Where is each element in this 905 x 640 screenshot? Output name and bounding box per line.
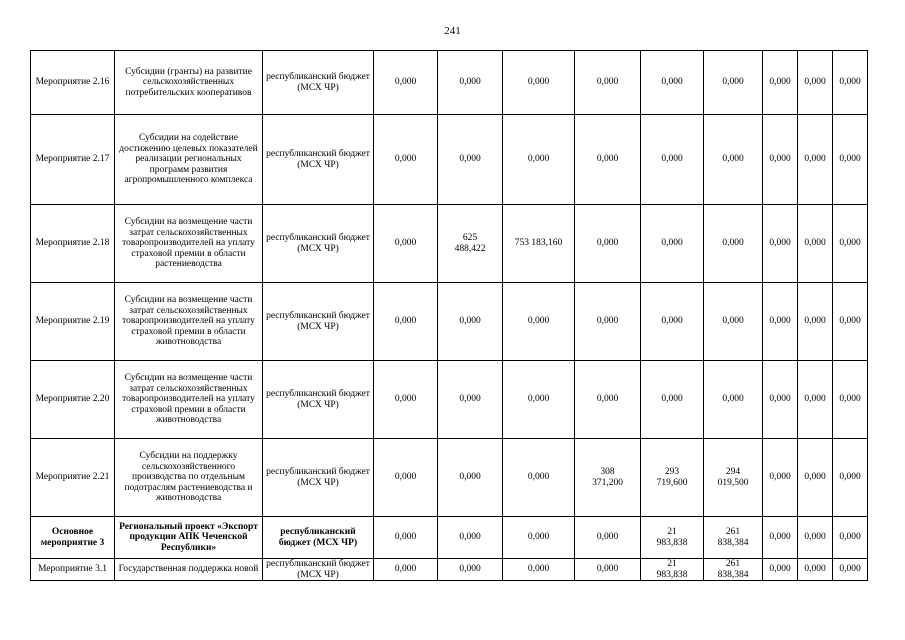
row-value: 0,000 <box>438 559 503 581</box>
row-code: Мероприятие 2.19 <box>31 283 115 361</box>
row-name: Государственная поддержка новой <box>115 559 263 581</box>
row-name: Субсидии на поддержку сельскохозяйственного производства по отдельным подотраслям растениеводства и животноводства <box>115 439 263 517</box>
row-value: 0,000 <box>503 51 575 115</box>
row-value: 0,000 <box>763 559 798 581</box>
row-value: 21 983,838 <box>641 517 704 559</box>
row-source: республиканский бюджет (МСХ ЧР) <box>263 361 374 439</box>
table-row <box>31 439 868 517</box>
row-source: республиканский бюджет (МСХ ЧР) <box>263 517 374 559</box>
row-code: Мероприятие 2.21 <box>31 439 115 517</box>
row-code: Мероприятие 2.16 <box>31 51 115 115</box>
page-number: 241 <box>444 25 461 37</box>
row-value: 261 838,384 <box>704 517 763 559</box>
row-value: 0,000 <box>438 115 503 205</box>
row-source: республиканский бюджет (МСХ ЧР) <box>263 559 374 581</box>
row-value: 0,000 <box>704 51 763 115</box>
row-name: Субсидии на возмещение части затрат сельскохозяйственных товаропроизводителей на уплату страховой премии в области животноводства <box>115 361 263 439</box>
row-value: 0,000 <box>798 115 833 205</box>
row-value: 0,000 <box>575 205 641 283</box>
row-value: 0,000 <box>704 205 763 283</box>
row-value: 0,000 <box>575 51 641 115</box>
row-value: 625 488,422 <box>438 205 503 283</box>
row-value: 0,000 <box>503 439 575 517</box>
row-source: республиканский бюджет (МСХ ЧР) <box>263 439 374 517</box>
row-value: 753 183,160 <box>503 205 575 283</box>
row-value: 0,000 <box>833 439 868 517</box>
row-code: Мероприятие 2.17 <box>31 115 115 205</box>
row-name: Субсидии на содействие достижению целевых показателей реализации региональных программ развития агропромышленного комплекса <box>115 115 263 205</box>
row-value: 0,000 <box>641 51 704 115</box>
row-value: 0,000 <box>763 439 798 517</box>
row-value: 0,000 <box>798 559 833 581</box>
row-value: 0,000 <box>374 283 438 361</box>
row-value: 0,000 <box>833 559 868 581</box>
row-value: 0,000 <box>374 559 438 581</box>
row-code: Мероприятие 3.1 <box>31 559 115 581</box>
row-value: 0,000 <box>503 517 575 559</box>
row-value: 0,000 <box>763 361 798 439</box>
table-row <box>31 559 868 581</box>
row-value: 0,000 <box>503 361 575 439</box>
row-value: 0,000 <box>763 517 798 559</box>
row-value: 0,000 <box>575 361 641 439</box>
row-value: 0,000 <box>438 51 503 115</box>
row-code: Мероприятие 2.18 <box>31 205 115 283</box>
row-value: 0,000 <box>641 283 704 361</box>
row-value: 0,000 <box>641 361 704 439</box>
row-value: 0,000 <box>763 283 798 361</box>
row-value: 0,000 <box>798 439 833 517</box>
row-name: Субсидии (гранты) на развитие сельскохозяйственных потребительских кооперативов <box>115 51 263 115</box>
row-value: 0,000 <box>763 51 798 115</box>
row-value: 0,000 <box>374 439 438 517</box>
row-value: 0,000 <box>833 361 868 439</box>
row-value: 0,000 <box>798 283 833 361</box>
row-value: 294 019,500 <box>704 439 763 517</box>
row-value: 0,000 <box>575 115 641 205</box>
table-row <box>31 205 868 283</box>
row-value: 0,000 <box>503 559 575 581</box>
row-value: 0,000 <box>704 115 763 205</box>
row-value: 0,000 <box>798 361 833 439</box>
row-value: 0,000 <box>833 115 868 205</box>
row-value: 0,000 <box>503 115 575 205</box>
table-row <box>31 51 868 115</box>
row-value: 0,000 <box>503 283 575 361</box>
row-source: республиканский бюджет (МСХ ЧР) <box>263 115 374 205</box>
row-value: 21 983,838 <box>641 559 704 581</box>
row-value: 0,000 <box>374 51 438 115</box>
row-name: Субсидии на возмещение части затрат сельскохозяйственных товаропроизводителей на уплату страховой премии в области растениеводства <box>115 205 263 283</box>
row-value: 0,000 <box>833 51 868 115</box>
row-value: 0,000 <box>798 517 833 559</box>
row-source: республиканский бюджет (МСХ ЧР) <box>263 51 374 115</box>
row-value: 0,000 <box>575 559 641 581</box>
table-row <box>31 115 868 205</box>
row-code: Мероприятие 2.20 <box>31 361 115 439</box>
row-value: 0,000 <box>575 517 641 559</box>
row-name: Субсидии на возмещение части затрат сельскохозяйственных товаропроизводителей на уплату страховой премии в области животноводства <box>115 283 263 361</box>
row-value: 0,000 <box>798 51 833 115</box>
row-value: 0,000 <box>575 283 641 361</box>
row-value: 0,000 <box>438 439 503 517</box>
row-value: 0,000 <box>438 517 503 559</box>
row-value: 0,000 <box>798 205 833 283</box>
row-value: 0,000 <box>374 517 438 559</box>
row-value: 0,000 <box>833 517 868 559</box>
row-value: 0,000 <box>704 283 763 361</box>
row-value: 0,000 <box>763 205 798 283</box>
row-value: 0,000 <box>704 361 763 439</box>
row-value: 0,000 <box>641 205 704 283</box>
row-value: 0,000 <box>833 283 868 361</box>
row-source: республиканский бюджет (МСХ ЧР) <box>263 283 374 361</box>
row-value: 0,000 <box>641 115 704 205</box>
row-value: 308 371,200 <box>575 439 641 517</box>
row-value: 0,000 <box>374 115 438 205</box>
row-value: 293 719,600 <box>641 439 704 517</box>
row-source: республиканский бюджет (МСХ ЧР) <box>263 205 374 283</box>
row-value: 0,000 <box>763 115 798 205</box>
row-value: 0,000 <box>438 283 503 361</box>
table-row <box>31 517 868 559</box>
row-value: 0,000 <box>374 361 438 439</box>
row-value: 0,000 <box>438 361 503 439</box>
row-value: 261 838,384 <box>704 559 763 581</box>
table-row <box>31 283 868 361</box>
row-value: 0,000 <box>833 205 868 283</box>
budget-table <box>30 50 868 581</box>
table-row <box>31 361 868 439</box>
row-code: Основное мероприятие 3 <box>31 517 115 559</box>
row-value: 0,000 <box>374 205 438 283</box>
row-name: Региональный проект «Экспорт продукции АПК Чеченской Республики» <box>115 517 263 559</box>
